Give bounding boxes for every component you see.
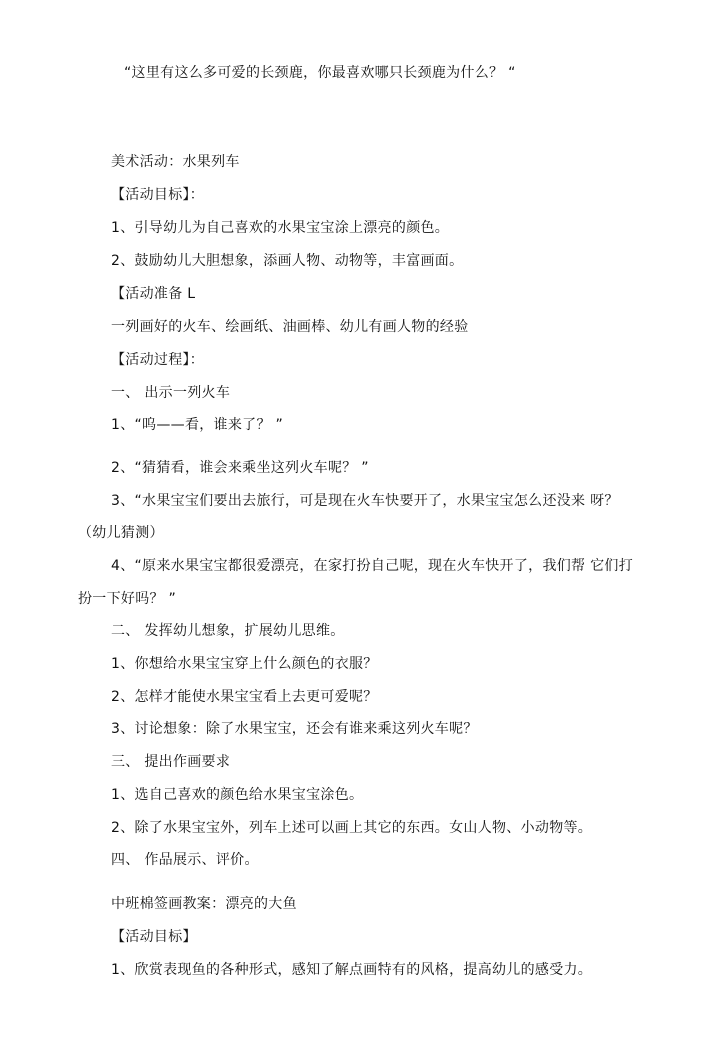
text-line: 2、“猜猜看，谁会来乘坐这列火车呢？ ”	[111, 460, 369, 476]
text-line: 四、 作品展示、评价。	[111, 852, 259, 868]
heading-goals: 【活动目标】：	[111, 187, 205, 203]
text-line: 1、引导幼儿为自己喜欢的水果宝宝涂上漂亮的颜色。	[111, 220, 450, 236]
heading-preparation: 【活动准备 L	[111, 286, 196, 302]
text-line: 3、“水果宝宝们要出去旅行，可是现在火车快要开了，水果宝宝怎么还没来 呀？	[111, 493, 619, 509]
heading-goals: 【活动目标】	[111, 929, 197, 945]
text-line: 一列画好的火车、绘画纸、油画棒、幼儿有画人物的经验	[111, 319, 469, 335]
text-line: 1、欣赏表现鱼的各种形式，感知了解点画特有的风格，提高幼儿的感受力。	[111, 962, 593, 978]
text-line: 2、怎样才能使水果宝宝看上去更可爱呢？	[111, 689, 378, 705]
text-line: 三、 提出作画要求	[111, 754, 231, 770]
text-line: 3、讨论想象：除了水果宝宝，还会有谁来乘这列火车呢？	[111, 721, 478, 737]
text-line: 1、“呜——看，谁来了？ ”	[111, 417, 284, 433]
text-line: 4、“原来水果宝宝都很爱漂亮，在家打扮自己呢，现在火车快开了，我们帮 它们打	[111, 558, 634, 574]
heading-process: 【活动过程】：	[111, 352, 205, 368]
section-title: 中班棉签画教案：漂亮的大鱼	[111, 896, 297, 912]
text-line: 扮一下好吗？ ”	[78, 591, 177, 607]
text-line: 2、除了水果宝宝外，列车上述可以画上其它的东西。女山人物、小动物等。	[111, 820, 593, 836]
text-line: 2、鼓励幼儿大胆想象，添画人物、动物等，丰富画面。	[111, 253, 464, 269]
text-line: 二、 发挥幼儿想象，扩展幼儿思维。	[111, 623, 345, 639]
section-title: 美术活动：水果列车	[111, 154, 240, 170]
text-line: “这里有这么多可爱的长颈鹿，你最喜欢哪只长颈鹿为什么？ “	[124, 65, 516, 81]
text-line: （幼儿猜测）	[78, 525, 164, 541]
text-line: 一、 出示一列火车	[111, 385, 231, 401]
text-line: 1、你想给水果宝宝穿上什么颜色的衣服？	[111, 656, 378, 672]
text-line: 1、选自己喜欢的颜色给水果宝宝涂色。	[111, 787, 364, 803]
